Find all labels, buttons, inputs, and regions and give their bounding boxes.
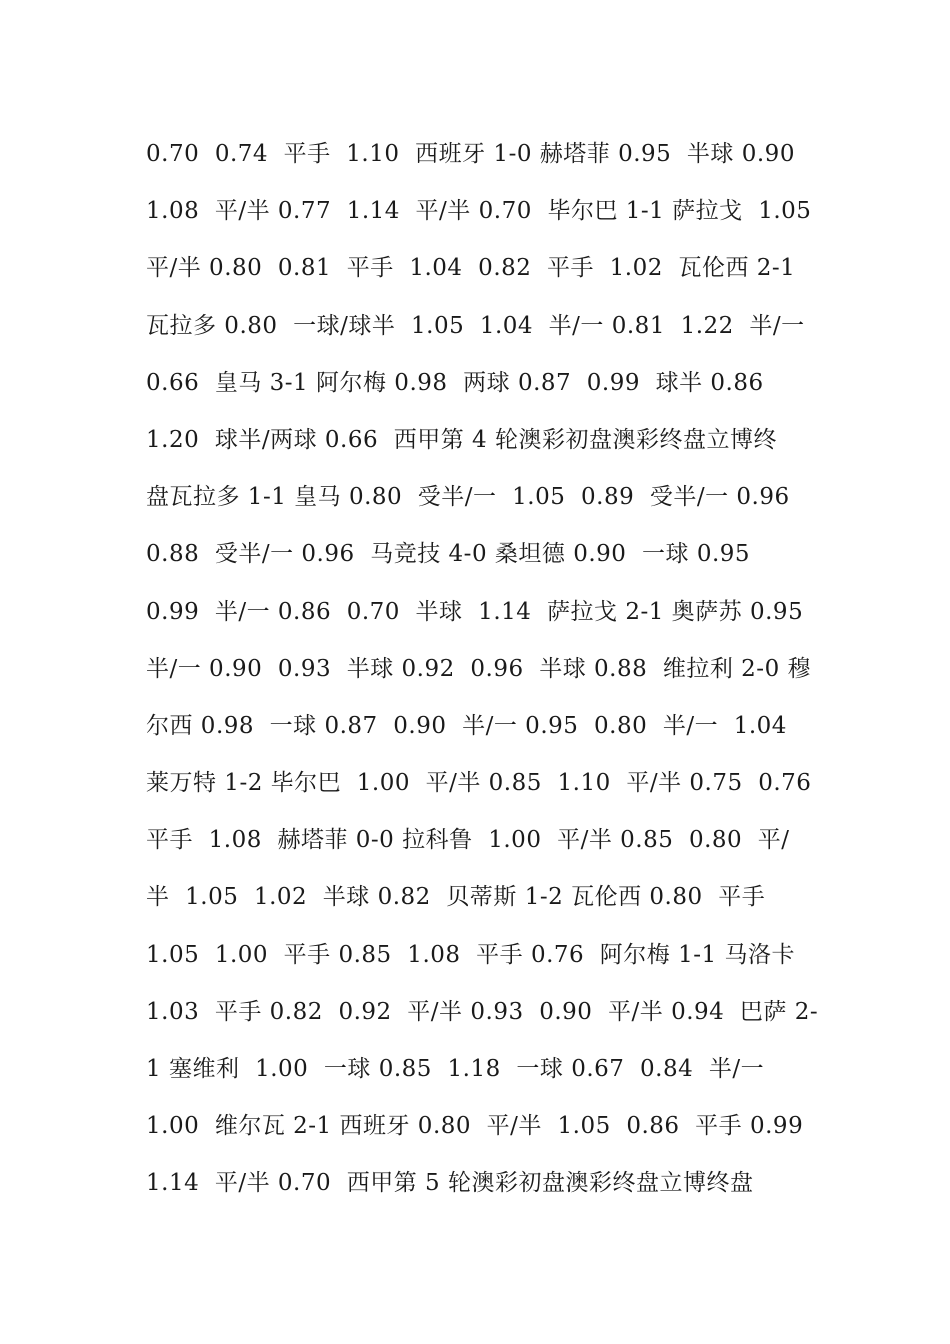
text-line: 盘瓦拉多 1-1 皇马 0.80 受半/一 1.05 0.89 受半/一 0.96 xyxy=(146,484,790,511)
text-line: 瓦拉多 0.80 一球/球半 1.05 1.04 半/一 0.81 1.22 半/一 xyxy=(146,312,805,339)
text-line: 1 塞维利 1.00 一球 0.85 1.18 一球 0.67 0.84 半/一 xyxy=(146,1056,765,1082)
text-line: 1.05 1.00 平手 0.85 1.08 平手 0.76 阿尔梅 1-1 马洛卡 xyxy=(146,941,795,968)
text-line: 1.14 平/半 0.70 西甲第 5 轮澳彩初盘澳彩终盘立博终盘 xyxy=(146,1170,754,1197)
text-line: 1.00 维尔瓦 2-1 西班牙 0.80 平/半 1.05 0.86 平手 0.99 xyxy=(146,1113,804,1140)
odds-text-body xyxy=(146,134,819,1221)
text-line: 1.08 平/半 0.77 1.14 平/半 0.70 毕尔巴 1-1 萨拉戈 1.05 xyxy=(146,198,812,225)
text-line: 0.70 0.74 平手 1.10 西班牙 1-0 赫塔菲 0.95 半球 0.90 xyxy=(146,141,795,167)
text-line: 尔西 0.98 一球 0.87 0.90 半/一 0.95 0.80 半/一 1.04 xyxy=(146,712,787,739)
text-line: 0.66 皇马 3-1 阿尔梅 0.98 两球 0.87 0.99 球半 0.86 xyxy=(146,369,764,396)
text-line: 平手 1.08 赫塔菲 0-0 拉科鲁 1.00 平/半 0.85 0.80 平/ xyxy=(146,827,790,854)
text-line: 1.20 球半/两球 0.66 西甲第 4 轮澳彩初盘澳彩终盘立博终 xyxy=(146,426,777,453)
text-line: 0.99 半/一 0.86 0.70 半球 1.14 萨拉戈 2-1 奥萨苏 0.95 xyxy=(146,598,804,625)
text-line: 1.03 平手 0.82 0.92 平/半 0.93 0.90 平/半 0.94 巴萨 2- xyxy=(146,998,819,1025)
text-line: 半 1.05 1.02 半球 0.82 贝蒂斯 1-2 瓦伦西 0.80 平手 xyxy=(146,884,766,911)
text-line: 莱万特 1-2 毕尔巴 1.00 平/半 0.85 1.10 平/半 0.75 0.76 xyxy=(146,770,812,797)
text-line: 半/一 0.90 0.93 半球 0.92 0.96 半球 0.88 维拉利 2-0 穆 xyxy=(146,655,812,682)
text-line: 0.88 受半/一 0.96 马竞技 4-0 桑坦德 0.90 一球 0.95 xyxy=(146,541,751,568)
text-line: 平/半 0.80 0.81 平手 1.04 0.82 平手 1.02 瓦伦西 2-1 xyxy=(146,255,796,282)
